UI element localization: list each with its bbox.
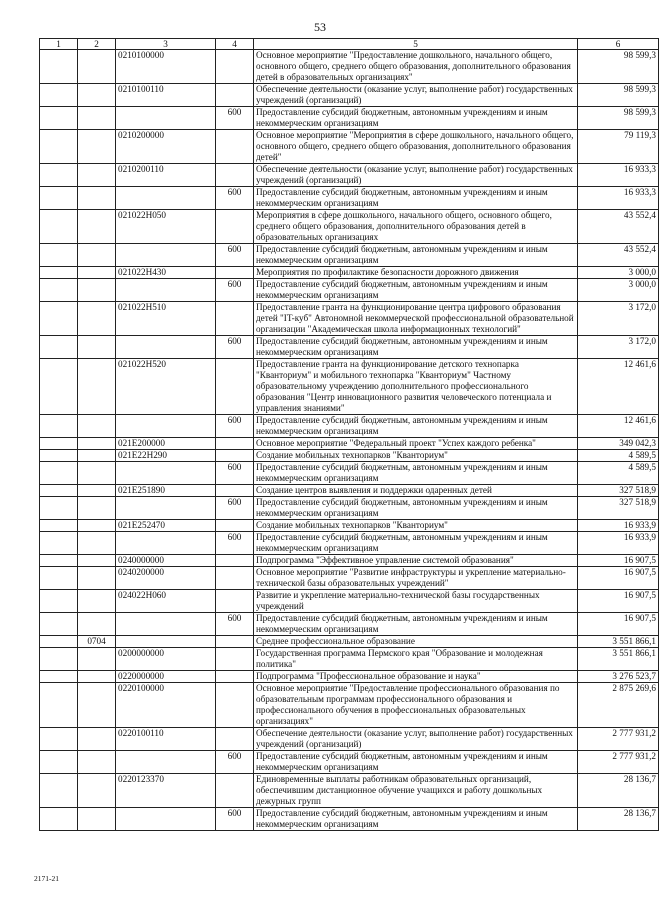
expense-type-cell — [216, 774, 254, 808]
amount-cell: 12 461,6 — [578, 415, 659, 438]
section-cell — [40, 164, 78, 187]
target-code-cell — [116, 808, 216, 831]
section-cell — [40, 497, 78, 520]
description-cell: Государственная программа Пермского края "Образование и молодежная политика" — [254, 648, 578, 671]
expense-type-cell — [216, 485, 254, 497]
table-body — [40, 50, 659, 831]
expense-type-cell — [216, 302, 254, 336]
target-code-cell: 0200000000 — [116, 648, 216, 671]
expense-type-cell: 600 — [216, 244, 254, 267]
expense-type-cell — [216, 359, 254, 415]
target-code-cell: 024022Н060 — [116, 590, 216, 613]
amount-cell: 16 933,9 — [578, 532, 659, 555]
section-cell — [40, 279, 78, 302]
section-cell — [40, 130, 78, 164]
amount-cell: 28 136,7 — [578, 808, 659, 831]
target-code-cell: 0210100110 — [116, 84, 216, 107]
expense-type-cell: 600 — [216, 751, 254, 774]
target-code-cell — [116, 497, 216, 520]
expense-type-cell: 600 — [216, 613, 254, 636]
description-cell: Предоставление субсидий бюджетным, автономным учреждениям и иным некоммерческим организациям — [254, 187, 578, 210]
target-code-cell — [116, 336, 216, 359]
amount-cell: 16 933,3 — [578, 187, 659, 210]
header-col-1: 1 — [40, 39, 78, 50]
section-cell — [40, 267, 78, 279]
subsection-cell — [78, 438, 116, 450]
table-row — [40, 438, 659, 450]
expense-type-cell — [216, 164, 254, 187]
amount-cell: 16 907,5 — [578, 613, 659, 636]
section-cell — [40, 555, 78, 567]
section-cell — [40, 728, 78, 751]
subsection-cell — [78, 774, 116, 808]
subsection-cell — [78, 751, 116, 774]
description-cell: Предоставление субсидий бюджетным, автономным учреждениям и иным некоммерческим организациям — [254, 244, 578, 267]
subsection-cell — [78, 613, 116, 636]
expense-type-cell: 600 — [216, 415, 254, 438]
target-code-cell — [116, 244, 216, 267]
amount-cell: 349 042,3 — [578, 438, 659, 450]
amount-cell: 16 933,9 — [578, 520, 659, 532]
subsection-cell — [78, 485, 116, 497]
description-cell: Обеспечение деятельности (оказание услуг, выполнение работ) государственных учреждений (организаций) — [254, 728, 578, 751]
subsection-cell — [78, 244, 116, 267]
subsection-cell — [78, 279, 116, 302]
expense-type-cell — [216, 555, 254, 567]
amount-cell: 327 518,9 — [578, 485, 659, 497]
table-row — [40, 613, 659, 636]
target-code-cell — [116, 532, 216, 555]
expense-type-cell: 600 — [216, 532, 254, 555]
table-row — [40, 130, 659, 164]
table-row — [40, 302, 659, 336]
section-cell — [40, 648, 78, 671]
subsection-cell — [78, 130, 116, 164]
expense-type-cell — [216, 683, 254, 728]
expense-type-cell: 600 — [216, 336, 254, 359]
section-cell — [40, 485, 78, 497]
section-cell — [40, 50, 78, 84]
description-cell: Предоставление гранта на функционирование центра цифрового образования детей "IT-куб" Автономной некоммерческой профессиональной образовательной организации "Академическая школа информационных технологий" — [254, 302, 578, 336]
target-code-cell — [116, 279, 216, 302]
subsection-cell — [78, 555, 116, 567]
description-cell: Подпрограмма "Эффективное управление системой образования" — [254, 555, 578, 567]
target-code-cell: 021E200000 — [116, 438, 216, 450]
subsection-cell — [78, 462, 116, 485]
target-code-cell: 021E251890 — [116, 485, 216, 497]
table-row — [40, 267, 659, 279]
table-row — [40, 590, 659, 613]
amount-cell: 98 599,3 — [578, 107, 659, 130]
table-row — [40, 497, 659, 520]
subsection-cell — [78, 497, 116, 520]
table-row — [40, 210, 659, 244]
table-row — [40, 359, 659, 415]
table-row — [40, 415, 659, 438]
section-cell — [40, 187, 78, 210]
subsection-cell — [78, 567, 116, 590]
amount-cell: 327 518,9 — [578, 497, 659, 520]
subsection-cell — [78, 50, 116, 84]
target-code-cell: 0210200000 — [116, 130, 216, 164]
expense-type-cell — [216, 520, 254, 532]
target-code-cell: 0240200000 — [116, 567, 216, 590]
subsection-cell — [78, 359, 116, 415]
description-cell: Предоставление субсидий бюджетным, автономным учреждениям и иным некоммерческим организациям — [254, 613, 578, 636]
amount-cell: 28 136,7 — [578, 774, 659, 808]
subsection-cell — [78, 450, 116, 462]
amount-cell: 16 907,5 — [578, 567, 659, 590]
amount-cell: 2 777 931,2 — [578, 751, 659, 774]
amount-cell: 98 599,3 — [578, 50, 659, 84]
target-code-cell — [116, 751, 216, 774]
table-row — [40, 683, 659, 728]
target-code-cell: 021E252470 — [116, 520, 216, 532]
header-col-6: 6 — [578, 39, 659, 50]
table-row — [40, 336, 659, 359]
section-cell — [40, 751, 78, 774]
subsection-cell — [78, 683, 116, 728]
subsection-cell: 0704 — [78, 636, 116, 648]
subsection-cell — [78, 648, 116, 671]
expense-type-cell — [216, 267, 254, 279]
description-cell: Обеспечение деятельности (оказание услуг, выполнение работ) государственных учреждений (организаций) — [254, 164, 578, 187]
section-cell — [40, 567, 78, 590]
amount-cell: 3 172,0 — [578, 336, 659, 359]
description-cell: Создание центров выявления и поддержки одаренных детей — [254, 485, 578, 497]
table-row — [40, 555, 659, 567]
description-cell: Основное мероприятие "Развитие инфраструктуры и укрепление материально-технической базы образовательных учреждений" — [254, 567, 578, 590]
description-cell: Предоставление субсидий бюджетным, автономным учреждениям и иным некоммерческим организациям — [254, 751, 578, 774]
target-code-cell — [116, 107, 216, 130]
section-cell — [40, 683, 78, 728]
description-cell: Предоставление субсидий бюджетным, автономным учреждениям и иным некоммерческим организациям — [254, 279, 578, 302]
section-cell — [40, 774, 78, 808]
subsection-cell — [78, 107, 116, 130]
section-cell — [40, 336, 78, 359]
section-cell — [40, 415, 78, 438]
expense-type-cell — [216, 671, 254, 683]
table-row — [40, 462, 659, 485]
amount-cell: 4 589,5 — [578, 450, 659, 462]
target-code-cell — [116, 415, 216, 438]
table-row — [40, 636, 659, 648]
target-code-cell — [116, 187, 216, 210]
expense-type-cell — [216, 567, 254, 590]
page-number: 53 — [314, 20, 326, 34]
section-cell — [40, 520, 78, 532]
target-code-cell: 021022Н430 — [116, 267, 216, 279]
expense-type-cell: 600 — [216, 279, 254, 302]
subsection-cell — [78, 164, 116, 187]
subsection-cell — [78, 302, 116, 336]
target-code-cell: 021E22Н290 — [116, 450, 216, 462]
table-row — [40, 808, 659, 831]
table-row — [40, 532, 659, 555]
subsection-cell — [78, 520, 116, 532]
subsection-cell — [78, 671, 116, 683]
section-cell — [40, 210, 78, 244]
target-code-cell — [116, 636, 216, 648]
expense-type-cell: 600 — [216, 187, 254, 210]
section-cell — [40, 532, 78, 555]
section-cell — [40, 450, 78, 462]
expense-type-cell: 600 — [216, 462, 254, 485]
expense-type-cell: 600 — [216, 808, 254, 831]
target-code-cell: 0220000000 — [116, 671, 216, 683]
amount-cell: 16 907,5 — [578, 590, 659, 613]
table-row — [40, 164, 659, 187]
amount-cell: 3 276 523,7 — [578, 671, 659, 683]
target-code-cell: 021022Н050 — [116, 210, 216, 244]
section-cell — [40, 244, 78, 267]
table-row — [40, 107, 659, 130]
subsection-cell — [78, 728, 116, 751]
description-cell: Предоставление субсидий бюджетным, автономным учреждениям и иным некоммерческим организациям — [254, 462, 578, 485]
expense-type-cell — [216, 210, 254, 244]
subsection-cell — [78, 808, 116, 831]
target-code-cell — [116, 462, 216, 485]
description-cell: Предоставление субсидий бюджетным, автономным учреждениям и иным некоммерческим организациям — [254, 107, 578, 130]
table-row — [40, 279, 659, 302]
target-code-cell: 0220100000 — [116, 683, 216, 728]
amount-cell: 43 552,4 — [578, 210, 659, 244]
table-row — [40, 774, 659, 808]
subsection-cell — [78, 532, 116, 555]
expense-type-cell — [216, 84, 254, 107]
expense-type-cell — [216, 636, 254, 648]
subsection-cell — [78, 590, 116, 613]
description-cell: Мероприятия по профилактике безопасности дорожного движения — [254, 267, 578, 279]
description-cell: Мероприятия в сфере дошкольного, начального общего, основного общего, среднего общего образования, дополнительного образования детей в образовательных организациях — [254, 210, 578, 244]
target-code-cell: 0210200110 — [116, 164, 216, 187]
amount-cell: 3 000,0 — [578, 279, 659, 302]
description-cell: Развитие и укрепление материально-технической базы государственных учреждений — [254, 590, 578, 613]
description-cell: Основное мероприятие "Предоставление профессионального образования по образовательным программам профессионального образования и профессионального обучения в профессиональных образовательных организациях" — [254, 683, 578, 728]
description-cell: Основное мероприятие "Мероприятия в сфере дошкольного, начального общего, основного общего, среднего общего образования, дополнительного образования детей" — [254, 130, 578, 164]
table-row — [40, 567, 659, 590]
subsection-cell — [78, 267, 116, 279]
subsection-cell — [78, 84, 116, 107]
table-row — [40, 520, 659, 532]
amount-cell: 43 552,4 — [578, 244, 659, 267]
amount-cell: 4 589,5 — [578, 462, 659, 485]
description-cell: Предоставление субсидий бюджетным, автономным учреждениям и иным некоммерческим организациям — [254, 336, 578, 359]
section-cell — [40, 671, 78, 683]
target-code-cell — [116, 613, 216, 636]
section-cell — [40, 107, 78, 130]
table-row — [40, 84, 659, 107]
subsection-cell — [78, 415, 116, 438]
table-row — [40, 648, 659, 671]
expense-type-cell — [216, 728, 254, 751]
target-code-cell: 021022Н510 — [116, 302, 216, 336]
header-col-2: 2 — [78, 39, 116, 50]
description-cell: Создание мобильных технопарков "Кванториум" — [254, 520, 578, 532]
section-cell — [40, 359, 78, 415]
budget-table — [39, 38, 659, 831]
header-col-5: 5 — [254, 39, 578, 50]
subsection-cell — [78, 336, 116, 359]
table-row — [40, 728, 659, 751]
amount-cell: 3 551 866,1 — [578, 636, 659, 648]
footer-code: 2171-21 — [34, 874, 59, 883]
subsection-cell — [78, 187, 116, 210]
amount-cell: 16 933,3 — [578, 164, 659, 187]
description-cell: Предоставление субсидий бюджетным, автономным учреждениям и иным некоммерческим организациям — [254, 415, 578, 438]
description-cell: Предоставление субсидий бюджетным, автономным учреждениям и иным некоммерческим организациям — [254, 532, 578, 555]
target-code-cell: 0220100110 — [116, 728, 216, 751]
section-cell — [40, 636, 78, 648]
table-row — [40, 751, 659, 774]
expense-type-cell: 600 — [216, 497, 254, 520]
table-row — [40, 450, 659, 462]
target-code-cell: 0210100000 — [116, 50, 216, 84]
amount-cell: 2 777 931,2 — [578, 728, 659, 751]
expense-type-cell — [216, 50, 254, 84]
table-row — [40, 244, 659, 267]
expense-type-cell — [216, 648, 254, 671]
description-cell: Создание мобильных технопарков "Кванториум" — [254, 450, 578, 462]
description-cell: Единовременные выплаты работникам образовательных организаций, обеспечившим дистанционное обучение учащихся и работу дошкольных дежурных групп — [254, 774, 578, 808]
amount-cell: 12 461,6 — [578, 359, 659, 415]
expense-type-cell: 600 — [216, 107, 254, 130]
table-row — [40, 485, 659, 497]
table-header-row — [40, 39, 659, 50]
amount-cell: 3 172,0 — [578, 302, 659, 336]
amount-cell: 3 551 866,1 — [578, 648, 659, 671]
header-col-3: 3 — [116, 39, 216, 50]
header-col-4: 4 — [216, 39, 254, 50]
section-cell — [40, 808, 78, 831]
table-row — [40, 671, 659, 683]
amount-cell: 98 599,3 — [578, 84, 659, 107]
target-code-cell: 021022Н520 — [116, 359, 216, 415]
section-cell — [40, 590, 78, 613]
expense-type-cell — [216, 130, 254, 164]
expense-type-cell — [216, 590, 254, 613]
description-cell: Подпрограмма "Профессиональное образование и наука" — [254, 671, 578, 683]
section-cell — [40, 302, 78, 336]
section-cell — [40, 438, 78, 450]
amount-cell: 16 907,5 — [578, 555, 659, 567]
description-cell: Предоставление субсидий бюджетным, автономным учреждениям и иным некоммерческим организациям — [254, 497, 578, 520]
amount-cell: 3 000,0 — [578, 267, 659, 279]
amount-cell: 2 875 269,6 — [578, 683, 659, 728]
table-row — [40, 50, 659, 84]
table-row — [40, 187, 659, 210]
expense-type-cell — [216, 450, 254, 462]
section-cell — [40, 84, 78, 107]
description-cell: Основное мероприятие "Федеральный проект "Успех каждого ребенка" — [254, 438, 578, 450]
description-cell: Предоставление гранта на функционирование детского технопарка "Кванториум" и мобильного технопарка "Кванториум" Частному образовательному учреждению дополнительного профессионального образования "Центр инновационного развития человеческого потенциала и управления знаниями" — [254, 359, 578, 415]
expense-type-cell — [216, 438, 254, 450]
amount-cell: 79 119,3 — [578, 130, 659, 164]
description-cell: Предоставление субсидий бюджетным, автономным учреждениям и иным некоммерческим организациям — [254, 808, 578, 831]
description-cell: Среднее профессиональное образование — [254, 636, 578, 648]
target-code-cell: 0220123370 — [116, 774, 216, 808]
description-cell: Основное мероприятие "Предоставление дошкольного, начального общего, основного общего, среднего общего образования, дополнительного образования детей в образовательных организациях" — [254, 50, 578, 84]
subsection-cell — [78, 210, 116, 244]
section-cell — [40, 462, 78, 485]
description-cell: Обеспечение деятельности (оказание услуг, выполнение работ) государственных учреждений (организаций) — [254, 84, 578, 107]
target-code-cell: 0240000000 — [116, 555, 216, 567]
section-cell — [40, 613, 78, 636]
